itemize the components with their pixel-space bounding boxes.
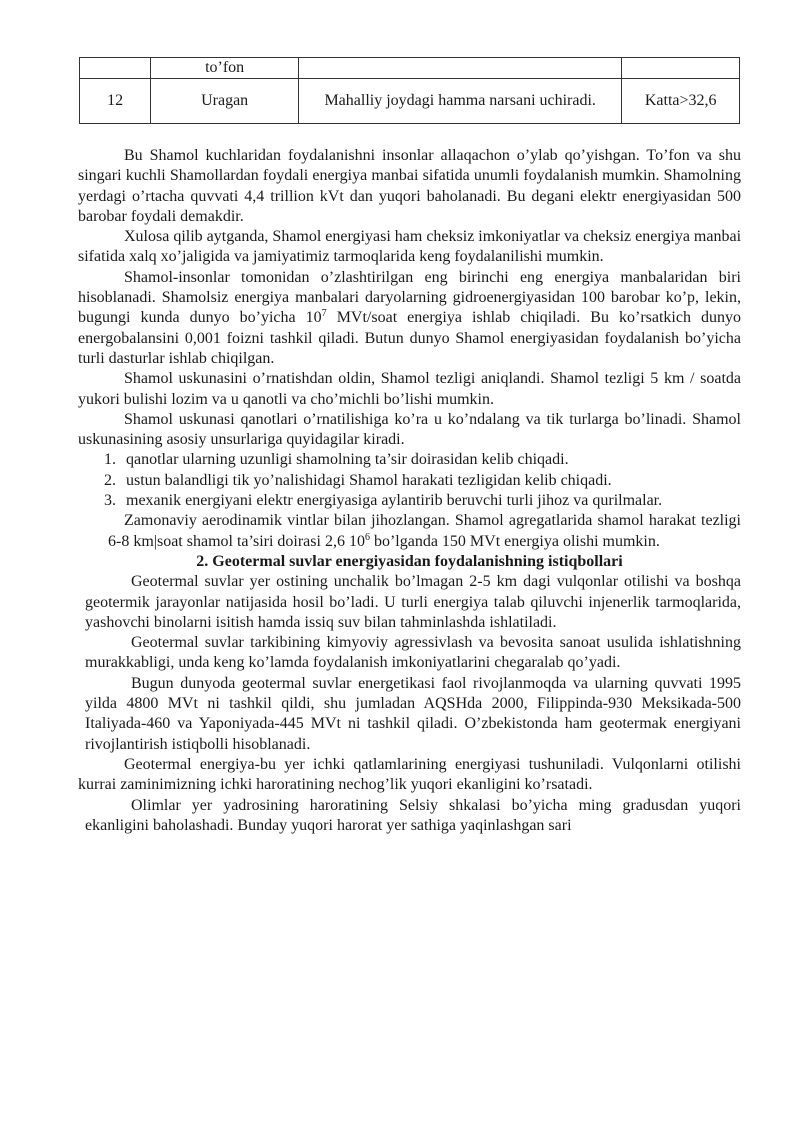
- table-cell-name: Uragan: [151, 79, 299, 124]
- superscript: 6: [364, 531, 370, 543]
- table-cell-number: 12: [80, 79, 151, 124]
- section-heading: 2. Geotermal suvlar energiyasidan foydalanishning istiqbollari: [196, 552, 623, 570]
- paragraph-text: MVt/soat energiya ishlab chiqiladi. Bu ko’rsatkich dunyo energobalansini 0,001 foizni tashkil qiladi. Butun dunyo Shamol energiyasidan foydalanish bo’yicha turli dasturlar ishlab chiqilgan.: [78, 309, 741, 367]
- table-cell: to’fon: [151, 58, 299, 79]
- body-text: [78, 146, 741, 836]
- table-row: [80, 79, 740, 124]
- wind-scale-table: [79, 57, 740, 124]
- list-item: [78, 471, 741, 491]
- table-cell: [80, 58, 151, 79]
- list-number: 1.: [104, 451, 116, 469]
- list-item-text: mexanik energiyani elektr energiyasiga aylantirib beruvchi turli jihoz va qurilmalar.: [126, 492, 663, 510]
- list-item: [78, 450, 741, 470]
- paragraph: Geotermal energiya-bu yer ichki qatlamlarining energiyasi tushuniladi. Vulqonlarni otilishi kurrai zaminimizning ichki haroratining nechog’lik yuqori ekanligini ko’rsatadi.: [78, 755, 741, 794]
- table-cell: [298, 58, 621, 79]
- table-cell-description: Mahalliy joydagi hamma narsani uchiradi.: [298, 79, 621, 124]
- paragraph: Shamol uskunasini o’rnatishdan oldin, Shamol tezligi aniqlandi. Shamol tezligi 5 km / soatda yukori bulishi lozim va u qanotli va cho’michli bo’lishi mumkin.: [78, 370, 741, 408]
- paragraph: [78, 268, 741, 369]
- component-list: [78, 450, 741, 511]
- paragraph: [78, 511, 741, 552]
- list-number: 3.: [104, 492, 116, 510]
- paragraph: Xulosa qilib aytganda, Shamol energiyasi ham cheksiz imkoniyatlar va cheksiz energiya manbai sifatida xalq xo’jaligida va jamiyatimiz tarmoqlarida keng foydalanilishi mumkin.: [78, 228, 742, 266]
- paragraph: Bugun dunyoda geotermal suvlar energetikasi faol rivojlanmoqda va ularning quvvati 1995 yilda 4800 MVt ni tashkil qildi, shu jumladan AQSHda 2000, Filippinda-930 Meksikada-500 Italiyada-460 va Yaponiyada-445 MVt ni tashkil qiladi. O’zbekistonda ham geotermak energiyani rivojlantirish istiqbolli hisoblanadi.: [85, 674, 741, 753]
- paragraph: Geotermal suvlar yer ostining unchalik bo’lmagan 2-5 km dagi vulqonlar otilishi va boshqa geotermik jarayonlar natijasida hosil bo’ladi. U turli energiya talab qiluvchi injenerlik tarmoqlarida, yashovchi binolarni isitish hamda issiq suv bilan tahminlashda ishlatiladi.: [85, 573, 741, 631]
- table-cell-speed: Katta>32,6: [622, 79, 740, 124]
- table-cell: [622, 58, 740, 79]
- list-item-text: ustun balandligi tik yo’nalishidagi Shamol harakati tezligidan kelib chiqadi.: [126, 471, 612, 489]
- paragraph-text: Zamonaviy aerodinamik vintlar bilan jihozlangan. Shamol agregatlarida shamol harakat tezligi 6-8 km|soat shamol ta’siri doirasi 2,6 10: [108, 512, 741, 550]
- paragraph: Geotermal suvlar tarkibining kimyoviy agressivlash va bevosita sanoat usulida ishlatishning murakkabligi, unda keng ko’lamda foydalanish imkoniyatlarini chegaralab qo’yadi.: [85, 634, 741, 672]
- list-item-text: qanotlar ularning uzunligi shamolning ta’sir doirasidan kelib chiqadi.: [126, 451, 569, 469]
- paragraph: Bu Shamol kuchlaridan foydalanishni insonlar allaqachon o’ylab qo’yishgan. To’fon va shu singari kuchli Shamollardan foydali energiya manbai sifatida unumli foydalanish mumkin. Shamolning yerdagi o’rtacha quvvati 4,4 trillion kVt dan yuqori baholanadi. Bu degani elektr energiyasidan 500 barobar foydali demakdir.: [78, 147, 741, 225]
- list-number: 2.: [104, 471, 116, 489]
- paragraph-text: Shamol-insonlar tomonidan o’zlashtirilgan eng birinchi eng energiya manbalaridan biri hisoblanadi. Shamolsiz energiya manbalari daryolarning gidroenergiyasidan 100 barobar ko’p, lekin, bugungi kunda dunyo bo’yicha 10: [78, 268, 741, 327]
- table-row: [80, 58, 740, 79]
- superscript: 7: [321, 308, 327, 320]
- paragraph: Olimlar yer yadrosining haroratining Selsiy shkalasi bo’yicha ming gradusdan yuqori ekanligini baholashadi. Bunday yuqori harorat yer sathiga yaqinlashgan sari: [85, 796, 741, 834]
- paragraph: Shamol uskunasi qanotlari o’rnatilishiga ko’ra u ko’ndalang va tik turlarga bo’linadi. Shamol uskunasining asosiy unsurlariga quyidagilar kiradi.: [78, 410, 741, 449]
- paragraph-text: bo’lganda 150 MVt energiya olishi mumkin.: [369, 532, 660, 550]
- list-item: [78, 491, 741, 511]
